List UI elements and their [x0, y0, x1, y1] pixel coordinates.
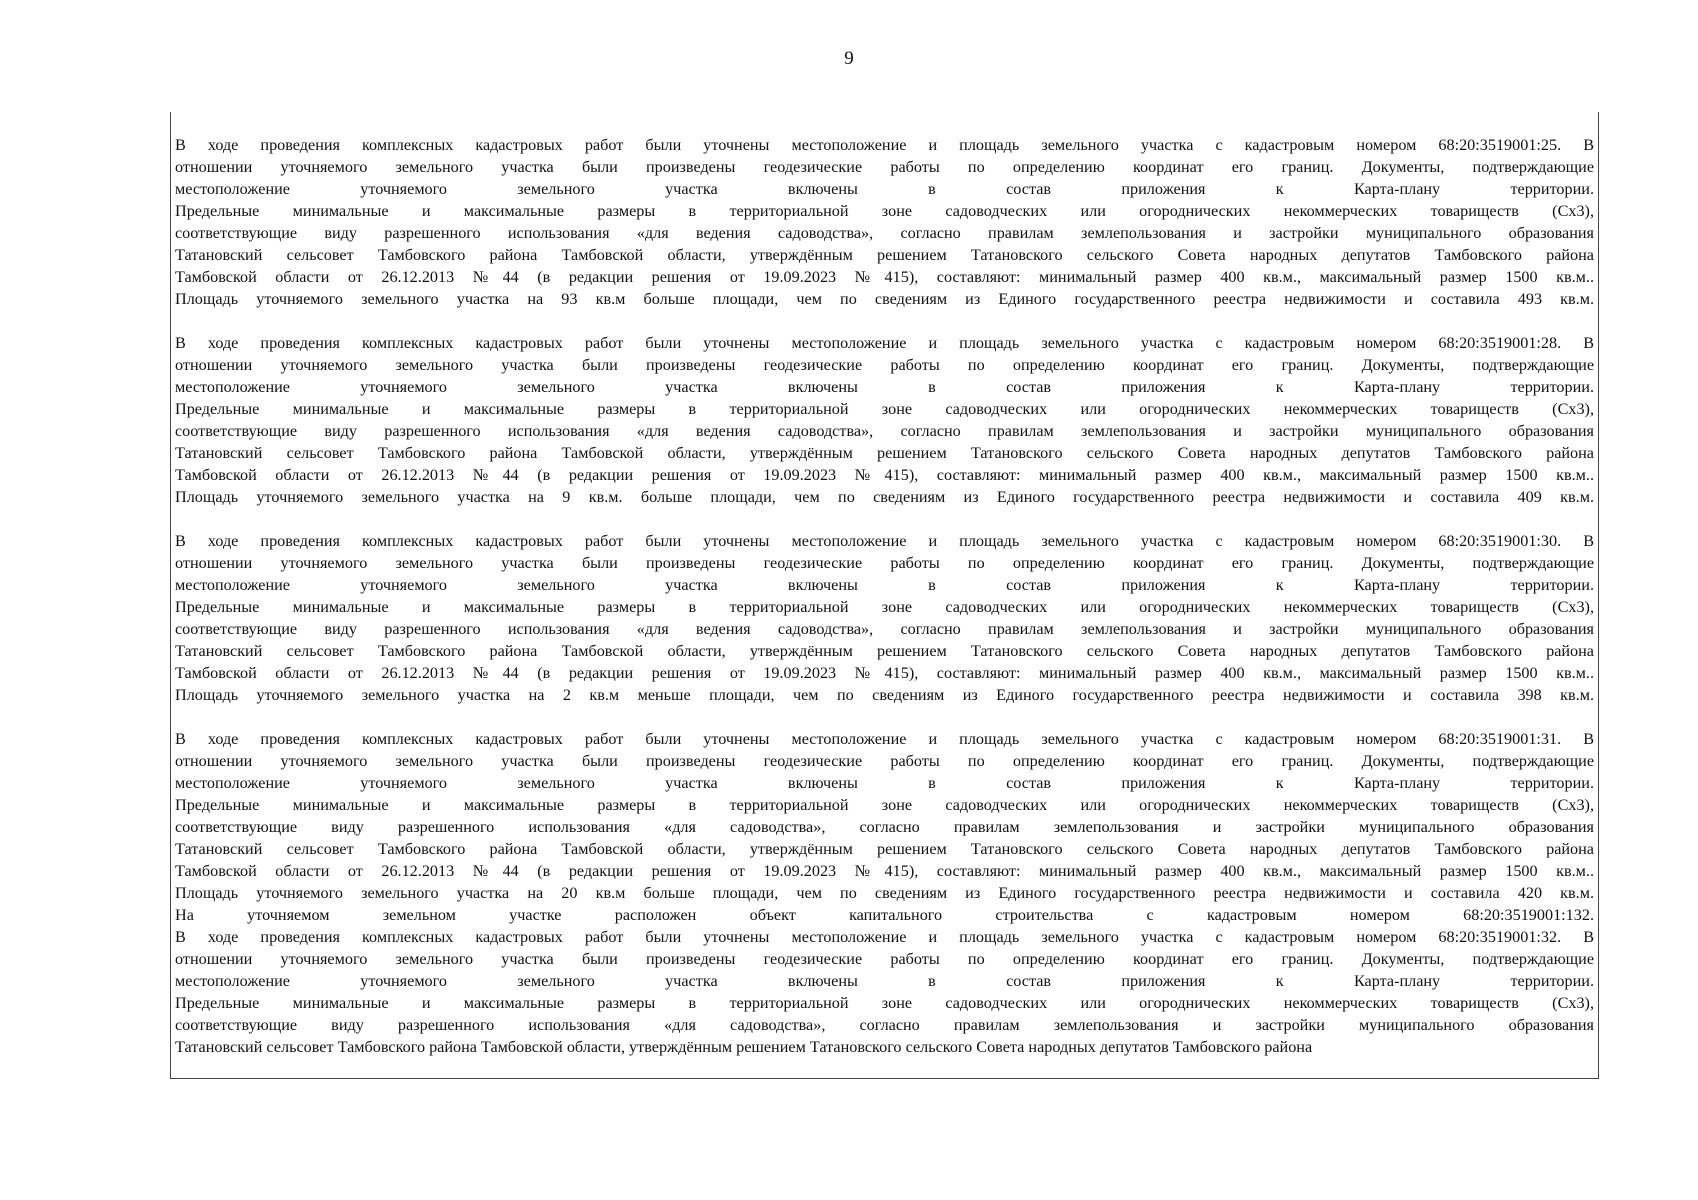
text-line: соответствующие виду разрешенного использования «для ведения садоводства», согласно правилам землепользования и застройки муниципального образования: [175, 422, 1594, 440]
text-line: соответствующие виду разрешенного использования «для ведения садоводства», согласно правилам землепользования и застройки муниципального образования: [175, 224, 1594, 242]
text-line: Тамбовской области от 26.12.2013 №44 (в редакции решения от 19.09.2023 №415), составляют: минимальный размер 400 кв.м., максимальный размер 1500 кв.м..: [175, 466, 1594, 484]
text-line: Площадь уточняемого земельного участка на 9 кв.м. больше площади, чем по сведениям из Единого государственного реестра недвижимости и составила 409 кв.м.: [175, 488, 1594, 506]
text-line: Предельные минимальные и максимальные размеры в территориальной зоне садоводческих или огороднических некоммерческих товариществ (Сх3),: [175, 994, 1594, 1012]
text-line: Татановский сельсовет Тамбовского района Тамбовской области, утверждённым решением Татановского сельского Совета народных депутатов Тамбовского района: [175, 840, 1594, 858]
text-line: соответствующие виду разрешенного использования «для садоводства», согласно правилам землепользования и застройки муниципального образования: [175, 818, 1594, 836]
text-line: Предельные минимальные и максимальные размеры в территориальной зоне садоводческих или огороднических некоммерческих товариществ (Сх3),: [175, 598, 1594, 616]
text-line: В ходе проведения комплексных кадастровых работ были уточнены местоположение и площадь земельного участка с кадастровым номером 68:20:3519001:28. В: [175, 334, 1594, 352]
paragraph: [175, 926, 1594, 1058]
page-number: 9: [844, 48, 854, 69]
text-line: соответствующие виду разрешенного использования «для садоводства», согласно правилам землепользования и застройки муниципального образования: [175, 1016, 1594, 1034]
text-line: В ходе проведения комплексных кадастровых работ были уточнены местоположение и площадь земельного участка с кадастровым номером 68:20:3519001:25. В: [175, 136, 1594, 154]
paragraph: [175, 728, 1594, 926]
text-line: В ходе проведения комплексных кадастровых работ были уточнены местоположение и площадь земельного участка с кадастровым номером 68:20:3519001:32. В: [175, 928, 1594, 946]
text-line: местоположение уточняемого земельного участка включены в состав приложения к Карта-плану территории.: [175, 378, 1594, 396]
text-line: Татановский сельсовет Тамбовского района Тамбовской области, утверждённым решением Татановского сельского Совета народных депутатов Тамбовского района: [175, 444, 1594, 462]
text-line: Тамбовской области от 26.12.2013 №44 (в редакции решения от 19.09.2023 №415), составляют: минимальный размер 400 кв.м., максимальный размер 1500 кв.м..: [175, 862, 1594, 880]
text-line: отношении уточняемого земельного участка были произведены геодезические работы по определению координат его границ. Документы, подтверждающие: [175, 752, 1594, 770]
text-line: отношении уточняемого земельного участка были произведены геодезические работы по определению координат его границ. Документы, подтверждающие: [175, 554, 1594, 572]
text-line: На уточняемом земельном участке расположен объект капитального строительства с кадастровым номером 68:20:3519001:132.: [175, 906, 1594, 924]
text-line: местоположение уточняемого земельного участка включены в состав приложения к Карта-плану территории.: [175, 774, 1594, 792]
text-line: Тамбовской области от 26.12.2013 №44 (в редакции решения от 19.09.2023 №415), составляют: минимальный размер 400 кв.м., максимальный размер 1500 кв.м..: [175, 664, 1594, 682]
text-line: Предельные минимальные и максимальные размеры в территориальной зоне садоводческих или огороднических некоммерческих товариществ (Сх3),: [175, 400, 1594, 418]
text-line: В ходе проведения комплексных кадастровых работ были уточнены местоположение и площадь земельного участка с кадастровым номером 68:20:3519001:30. В: [175, 532, 1594, 550]
text-line: Татановский сельсовет Тамбовского района Тамбовской области, утверждённым решением Татановского сельского Совета народных депутатов Тамбовского района: [175, 1038, 1313, 1056]
text-line: Предельные минимальные и максимальные размеры в территориальной зоне садоводческих или огороднических некоммерческих товариществ (Сх3),: [175, 796, 1594, 814]
text-line: Татановский сельсовет Тамбовского района Тамбовской области, утверждённым решением Татановского сельского Совета народных депутатов Тамбовского района: [175, 642, 1594, 660]
text-line: Площадь уточняемого земельного участка на 20 кв.м больше площади, чем по сведениям из Единого государственного реестра недвижимости и составила 420 кв.м.: [175, 884, 1594, 902]
text-line: В ходе проведения комплексных кадастровых работ были уточнены местоположение и площадь земельного участка с кадастровым номером 68:20:3519001:31. В: [175, 730, 1594, 748]
text-line: местоположение уточняемого земельного участка включены в состав приложения к Карта-плану территории.: [175, 972, 1594, 990]
text-line: отношении уточняемого земельного участка были произведены геодезические работы по определению координат его границ. Документы, подтверждающие: [175, 158, 1594, 176]
text-line: Предельные минимальные и максимальные размеры в территориальной зоне садоводческих или огороднических некоммерческих товариществ (Сх3),: [175, 202, 1594, 220]
document-body: [175, 134, 1594, 1080]
text-line: Площадь уточняемого земельного участка на 93 кв.м больше площади, чем по сведениям из Единого государственного реестра недвижимости и составила 493 кв.м.: [175, 290, 1594, 308]
text-line: местоположение уточняемого земельного участка включены в состав приложения к Карта-плану территории.: [175, 576, 1594, 594]
paragraph: [175, 332, 1594, 508]
text-line: соответствующие виду разрешенного использования «для ведения садоводства», согласно правилам землепользования и застройки муниципального образования: [175, 620, 1594, 638]
text-line: отношении уточняемого земельного участка были произведены геодезические работы по определению координат его границ. Документы, подтверждающие: [175, 950, 1594, 968]
text-line: отношении уточняемого земельного участка были произведены геодезические работы по определению координат его границ. Документы, подтверждающие: [175, 356, 1594, 374]
text-line: Татановский сельсовет Тамбовского района Тамбовской области, утверждённым решением Татановского сельского Совета народных депутатов Тамбовского района: [175, 246, 1594, 264]
paragraph: [175, 530, 1594, 706]
document-frame: [170, 112, 1599, 1079]
text-line: Площадь уточняемого земельного участка на 2 кв.м меньше площади, чем по сведениям из Единого государственного реестра недвижимости и составила 398 кв.м.: [175, 686, 1594, 704]
paragraph: [175, 134, 1594, 310]
text-line: Тамбовской области от 26.12.2013 №44 (в редакции решения от 19.09.2023 №415), составляют: минимальный размер 400 кв.м., максимальный размер 1500 кв.м..: [175, 268, 1594, 286]
text-line: местоположение уточняемого земельного участка включены в состав приложения к Карта-плану территории.: [175, 180, 1594, 198]
